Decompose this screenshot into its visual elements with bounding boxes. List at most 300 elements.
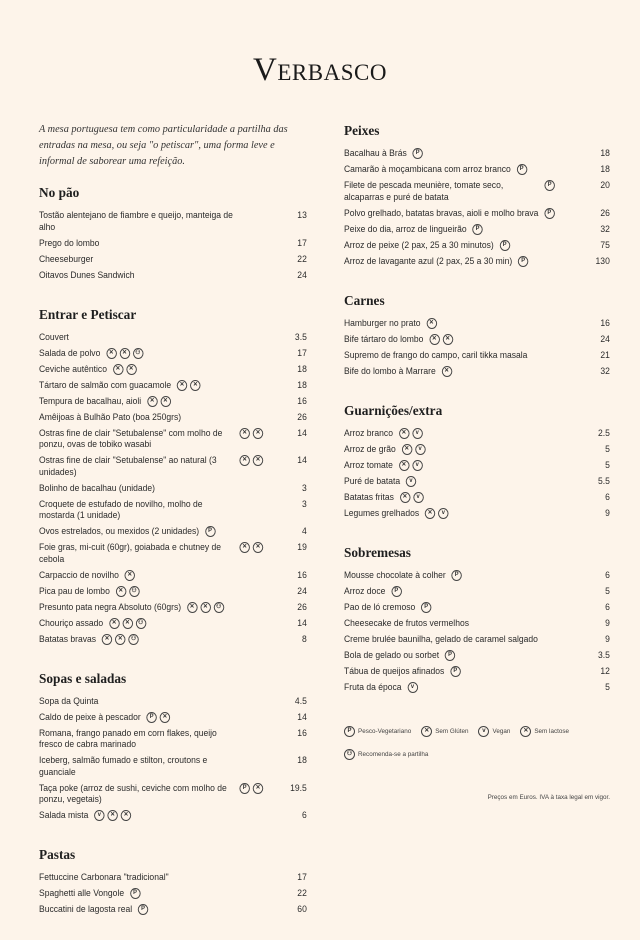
- legend-entry: [421, 726, 468, 737]
- pesco-icon: P: [518, 256, 528, 267]
- pesco-icon: P: [239, 783, 249, 794]
- menu-item-name: [39, 618, 278, 630]
- menu-item-label: Fettuccine Carbonara "tradicional": [39, 872, 169, 882]
- menu-item-price: 32: [600, 365, 610, 376]
- menu-item: [344, 146, 610, 162]
- gluten-icon: ✕: [429, 334, 439, 345]
- vegan-icon: v: [94, 810, 104, 821]
- vegan-icon: v: [412, 428, 422, 439]
- menu-item: [39, 410, 307, 426]
- dietary-icons: [391, 586, 401, 597]
- menu-item-price: 17: [297, 237, 307, 248]
- vegan-icon: v: [412, 460, 422, 471]
- menu-item-label: Couvert: [39, 331, 69, 342]
- lactose-icon: ✕: [122, 618, 132, 629]
- menu-item-label: Foie gras, mi-cuit (60gr), goiabada e chutney de cebola: [39, 542, 222, 564]
- gluten-icon: ✕: [253, 783, 263, 794]
- pesco-icon: P: [544, 180, 554, 191]
- menu-item: [39, 902, 307, 918]
- dietary-icons: [94, 810, 131, 821]
- menu-item-price: 4: [302, 526, 307, 536]
- menu-item-name: [344, 570, 581, 582]
- left-column: [39, 122, 307, 940]
- menu-item: [344, 316, 610, 332]
- lactose-icon: ✕: [160, 396, 170, 407]
- gluten-icon: ✕: [400, 492, 410, 503]
- menu-item: [39, 584, 307, 600]
- lactose-icon: ✕: [253, 428, 263, 439]
- menu-item: [344, 474, 610, 490]
- gluten-icon: ✕: [239, 542, 249, 553]
- legend-entry: [344, 726, 411, 737]
- legend-entry: [478, 726, 510, 737]
- menu-item-price: 5: [605, 459, 610, 470]
- share-icon: ⚇: [129, 586, 139, 597]
- menu-item: [39, 268, 307, 284]
- lactose-icon: ✕: [200, 602, 210, 613]
- share-icon: ⚇: [133, 348, 143, 359]
- dietary-icons: [187, 602, 224, 613]
- dietary-icons: [125, 570, 135, 581]
- menu-item-label: Legumes grelhados: [344, 507, 420, 518]
- menu-item-price: 26: [297, 411, 307, 422]
- dietary-icons: [518, 256, 528, 267]
- menu-item-name: [39, 542, 278, 565]
- section-title: Pastas: [39, 847, 76, 862]
- menu-item-price: 18: [297, 363, 307, 374]
- menu-item: [39, 694, 307, 710]
- dietary-icons: [146, 712, 170, 723]
- menu-item: [39, 236, 307, 252]
- dietary-icons: [429, 334, 453, 345]
- menu-item-name: [39, 428, 278, 451]
- gluten-icon: ✕: [116, 586, 126, 597]
- menu-item-label: Supremo de frango do campo, caril tikka masala: [344, 349, 528, 360]
- menu-item-name: [39, 238, 278, 250]
- menu-item-label: Ceviche autêntico: [39, 363, 107, 374]
- menu-item-name: [344, 602, 581, 614]
- menu-section: [39, 184, 307, 284]
- dietary-icons: [450, 666, 460, 677]
- menu-item-price: 3.5: [294, 331, 307, 342]
- menu-item-label: Romana, frango panado em corn flakes, queijo fresco de cabra marinado: [39, 727, 217, 749]
- legend-row: [344, 749, 610, 760]
- menu-item: [39, 886, 307, 902]
- menu-item: [39, 600, 307, 616]
- menu-item: [344, 600, 610, 616]
- menu-item-name: [344, 240, 581, 252]
- menu-item-label: Fruta da época: [344, 681, 402, 692]
- lactose-icon: ✕: [520, 726, 531, 737]
- menu-item-price: 3: [302, 498, 307, 509]
- menu-item-label: Caldo de peixe à pescador: [39, 711, 141, 722]
- menu-item: [39, 616, 307, 632]
- menu-item-label: Cheeseburger: [39, 253, 94, 264]
- gluten-icon: ✕: [399, 428, 409, 439]
- right-column: [344, 122, 610, 772]
- menu-item-label: Arroz branco: [344, 427, 393, 438]
- menu-item-name: [39, 210, 278, 233]
- pesco-icon: P: [544, 208, 554, 219]
- pesco-icon: P: [130, 888, 140, 899]
- menu-section: [344, 544, 610, 696]
- gluten-icon: ✕: [107, 810, 117, 821]
- menu-item-label: Ostras fine de clair "Setubalense" com molho de ponzu, ovas de tobiko wasabi: [39, 427, 223, 449]
- menu-item-price: 24: [297, 585, 307, 596]
- menu-item-name: [39, 872, 278, 884]
- menu-item-name: [39, 755, 278, 778]
- menu-item-name: [39, 904, 278, 916]
- menu-item-name: [344, 618, 581, 630]
- menu-item-price: 5.5: [597, 475, 610, 486]
- menu-item-price: 4.5: [294, 695, 307, 706]
- dietary-icons: [407, 682, 417, 693]
- dietary-icons: [177, 380, 201, 391]
- menu-item-label: Oitavos Dunes Sandwich: [39, 269, 135, 280]
- vegan-icon: v: [406, 476, 416, 487]
- menu-item: [344, 632, 610, 648]
- menu-item: [39, 870, 307, 886]
- menu-item-name: [39, 570, 278, 582]
- vegan-icon: v: [438, 508, 448, 519]
- menu-item-name: [344, 334, 581, 346]
- dietary-icons: [239, 542, 263, 553]
- menu-item-price: 9: [605, 633, 610, 644]
- menu-section: [344, 402, 610, 522]
- gluten-icon: ✕: [239, 428, 249, 439]
- menu-item-label: Sopa da Quinta: [39, 695, 99, 706]
- menu-item: [344, 238, 610, 254]
- menu-section: [344, 292, 610, 380]
- legend-label: Sem lactose: [534, 727, 569, 735]
- menu-item: [344, 664, 610, 680]
- menu-item-name: [344, 682, 581, 694]
- menu-item-price: 3: [302, 482, 307, 493]
- dietary-icons: [445, 650, 455, 661]
- menu-item-price: 16: [600, 317, 610, 328]
- menu-item-label: Tábua de queijos afinados: [344, 665, 445, 676]
- legend-label: Recomenda-se a partilha: [358, 750, 429, 758]
- menu-item: [344, 648, 610, 664]
- dietary-icons: [412, 148, 422, 159]
- menu-item-price: 24: [600, 333, 610, 344]
- dietary-icons: [113, 364, 137, 375]
- menu-item-price: 9: [605, 617, 610, 628]
- menu-item-name: [344, 180, 581, 203]
- legend-label: Vegan: [492, 727, 511, 735]
- menu-item-label: Hamburger no prato: [344, 317, 421, 328]
- menu-item-label: Peixe do dia, arroz de lingueirão: [344, 223, 467, 234]
- menu-item-name: [344, 650, 581, 662]
- gluten-icon: ✕: [421, 726, 432, 737]
- menu-item-name: [39, 888, 278, 900]
- price-footnote: Preços em Euros. IVA à taxa legal em vigor.: [487, 794, 610, 801]
- menu-item-label: Bife tártaro do lombo: [344, 333, 424, 344]
- menu-item-label: Arroz tomate: [344, 459, 393, 470]
- menu-item-price: 18: [600, 164, 610, 174]
- section-title: No pão: [39, 185, 80, 200]
- menu-item-name: [39, 602, 278, 614]
- menu-item-price: 17: [297, 347, 307, 358]
- section-title: Sopas e saladas: [39, 670, 127, 686]
- menu-item-price: 12: [600, 665, 610, 676]
- menu-item-name: [344, 224, 581, 236]
- menu-item-name: [344, 444, 581, 456]
- menu-item-name: [39, 483, 278, 495]
- gluten-icon: ✕: [425, 508, 435, 519]
- pesco-icon: P: [412, 148, 422, 159]
- menu-item-price: 14: [297, 711, 307, 722]
- menu-item: [39, 481, 307, 497]
- gluten-icon: ✕: [426, 318, 436, 329]
- menu-item-price: 6: [605, 601, 610, 612]
- menu-item-name: [344, 366, 581, 378]
- menu-item: [39, 568, 307, 584]
- dietary-icons: [544, 208, 554, 219]
- menu-item: [39, 710, 307, 726]
- pesco-icon: P: [450, 666, 460, 677]
- menu-item-price: 16: [297, 569, 307, 580]
- pesco-icon: P: [391, 586, 401, 597]
- menu-item: [39, 362, 307, 378]
- menu-item-label: Pica pau de lombo: [39, 585, 110, 596]
- menu-item: [344, 490, 610, 506]
- section-title: Sobremesas: [344, 544, 411, 560]
- legend-entry: [520, 726, 569, 737]
- menu-item-label: Prego do lombo: [39, 237, 100, 248]
- menu-item: [39, 753, 307, 781]
- menu-section: [39, 670, 307, 825]
- dietary-legend: [344, 726, 610, 760]
- menu-item-price: 8: [302, 633, 307, 644]
- menu-item-name: [39, 412, 278, 424]
- dietary-icons: [400, 492, 424, 503]
- dietary-icons: [425, 508, 449, 519]
- menu-item-name: [39, 332, 278, 344]
- dietary-icons: [406, 476, 416, 487]
- menu-item: [39, 453, 307, 481]
- gluten-icon: ✕: [106, 348, 116, 359]
- share-icon: ⚇: [344, 749, 355, 760]
- menu-item-name: [39, 270, 278, 282]
- gluten-icon: ✕: [187, 602, 197, 613]
- menu-item: [39, 524, 307, 540]
- menu-item-label: Tempura de bacalhau, aioli: [39, 395, 142, 406]
- menu-item-label: Filete de pescada meunière, tomate seco, alcaparras e puré de batata: [344, 180, 504, 202]
- menu-item-label: Taça poke (arroz de sushi, ceviche com molho de ponzu, vegetais): [39, 782, 227, 804]
- right-menu-sections: [344, 122, 610, 696]
- lactose-icon: ✕: [115, 634, 125, 645]
- menu-item-name: [39, 499, 278, 522]
- section-title: Peixes: [344, 123, 380, 138]
- menu-item: [39, 632, 307, 648]
- gluten-icon: ✕: [399, 460, 409, 471]
- gluten-icon: ✕: [160, 712, 170, 723]
- menu-item-name: [39, 348, 278, 360]
- menu-item-name: [344, 634, 581, 646]
- section-title: Carnes: [344, 292, 385, 308]
- menu-item: [39, 497, 307, 525]
- menu-item: [344, 568, 610, 584]
- gluten-icon: ✕: [402, 444, 412, 455]
- menu-item-label: Spaghetti alle Vongole: [39, 888, 125, 898]
- intro-text: A mesa portuguesa tem como particularidade a partilha das entradas na mesa, ou seja "o petiscar", uma forma leve e informal de saborear uma refeição.: [39, 124, 288, 167]
- dietary-icons: [544, 180, 554, 191]
- menu-item-name: [344, 318, 581, 330]
- menu-item-price: 18: [297, 379, 307, 390]
- menu-item: [344, 222, 610, 238]
- menu-item: [39, 726, 307, 754]
- menu-item-name: [39, 810, 278, 822]
- dietary-icons: [499, 240, 509, 251]
- menu-item-price: 19.5: [290, 782, 307, 793]
- menu-item-name: [39, 364, 278, 376]
- menu-item-price: 13: [297, 210, 307, 220]
- menu-item-label: Batatas fritas: [344, 491, 394, 502]
- menu-item-name: [39, 455, 278, 478]
- gluten-icon: ✕: [109, 618, 119, 629]
- lactose-icon: ✕: [442, 334, 452, 345]
- menu-item-price: 21: [600, 349, 610, 360]
- menu-item: [344, 426, 610, 442]
- menu-item-name: [344, 256, 581, 268]
- menu-item-name: [39, 783, 278, 806]
- menu-item-label: Pao de ló cremoso: [344, 601, 416, 612]
- menu-item-price: 14: [297, 427, 307, 438]
- menu-item-label: Batatas bravas: [39, 633, 97, 644]
- menu-item-label: Iceberg, salmão fumado e stilton, croutons e guanciale: [39, 755, 208, 777]
- menu-item-price: 16: [297, 395, 307, 406]
- lactose-icon: ✕: [190, 380, 200, 391]
- menu-item-label: Polvo grelhado, batatas bravas, aioli e molho brava: [344, 207, 539, 218]
- lactose-icon: ✕: [126, 364, 136, 375]
- menu-item-name: [344, 476, 581, 488]
- gluten-icon: ✕: [239, 455, 249, 466]
- menu-item-name: [39, 712, 278, 724]
- lactose-icon: ✕: [253, 542, 263, 553]
- gluten-icon: ✕: [102, 634, 112, 645]
- menu-item-price: 16: [297, 727, 307, 738]
- legend-label: Pesco-Vegetariano: [358, 727, 412, 735]
- menu-item: [344, 178, 610, 206]
- share-icon: ⚇: [128, 634, 138, 645]
- menu-item: [344, 332, 610, 348]
- menu-item: [39, 378, 307, 394]
- menu-item-price: 60: [297, 904, 307, 914]
- menu-item-name: [344, 666, 581, 678]
- pesco-icon: P: [516, 164, 526, 175]
- menu-item-price: 17: [297, 872, 307, 882]
- pesco-icon: P: [499, 240, 509, 251]
- menu-item-price: 26: [297, 601, 307, 612]
- brand-logo: Verbasco: [253, 52, 387, 88]
- menu-item-name: [344, 148, 581, 160]
- share-icon: ⚇: [135, 618, 145, 629]
- menu-item-label: Amêijoas à Bulhão Pato (boa 250grs): [39, 411, 182, 422]
- menu-item-name: [39, 634, 278, 646]
- menu-item-name: [344, 508, 581, 520]
- menu-item-label: Bife do lombo à Marrare: [344, 365, 436, 376]
- menu-item-price: 14: [297, 455, 307, 465]
- vegan-icon: v: [478, 726, 489, 737]
- menu-item-name: [39, 380, 278, 392]
- gluten-icon: ✕: [147, 396, 157, 407]
- menu-item: [344, 616, 610, 632]
- menu-item-price: 24: [297, 269, 307, 280]
- share-icon: ⚇: [213, 602, 223, 613]
- menu-item: [344, 680, 610, 696]
- dietary-icons: [239, 428, 263, 439]
- menu-item-label: Tártaro de salmão com guacamole: [39, 379, 172, 390]
- menu-item: [39, 208, 307, 236]
- menu-item-label: Creme brulée baunilha, gelado de caramel salgado: [344, 633, 538, 644]
- menu-item-price: 5: [605, 443, 610, 454]
- menu-item-name: [39, 696, 278, 708]
- menu-item: [39, 781, 307, 809]
- menu-item-label: Buccatini de lagosta real: [39, 904, 133, 914]
- menu-item-label: Arroz de lavagante azul (2 pax, 25 a 30 min): [344, 255, 513, 266]
- dietary-icons: [239, 783, 263, 794]
- menu-item-price: 18: [600, 148, 610, 158]
- pesco-icon: P: [138, 904, 148, 915]
- menu-item: [344, 162, 610, 178]
- dietary-icons: [106, 348, 143, 359]
- dietary-icons: [116, 586, 140, 597]
- menu-item-label: Ostras fine de clair "Setubalense" ao natural (3 unidades): [39, 455, 217, 477]
- dietary-icons: [138, 904, 148, 915]
- vegan-icon: v: [415, 444, 425, 455]
- menu-item-label: Ovos estrelados, ou mexidos (2 unidades): [39, 526, 200, 536]
- menu-item-label: Cheesecake de frutos vermelhos: [344, 617, 469, 628]
- menu-item: [344, 506, 610, 522]
- dietary-icons: [421, 602, 431, 613]
- legend-entry: [344, 749, 428, 760]
- menu-item-name: [344, 586, 581, 598]
- menu-item-label: Puré de batata: [344, 475, 401, 486]
- dietary-icons: [102, 634, 139, 645]
- menu-item: [344, 254, 610, 270]
- vegan-icon: v: [413, 492, 423, 503]
- lactose-icon: ✕: [121, 810, 131, 821]
- section-title: Guarnições/extra: [344, 402, 443, 418]
- dietary-icons: [205, 526, 215, 537]
- dietary-icons: [516, 164, 526, 175]
- menu-item-label: Arroz doce: [344, 585, 386, 596]
- menu-item-label: Carpaccio de novilho: [39, 569, 119, 580]
- menu-item-name: [344, 164, 581, 176]
- menu-item: [344, 584, 610, 600]
- menu-item-price: 5: [605, 585, 610, 596]
- legend-label: Sem Glúten: [435, 727, 469, 735]
- gluten-icon: ✕: [441, 366, 451, 377]
- vegan-icon: v: [407, 682, 417, 693]
- menu-item-price: 18: [297, 755, 307, 765]
- dietary-icons: [109, 618, 146, 629]
- menu-item: [39, 330, 307, 346]
- menu-item-price: 26: [600, 207, 610, 218]
- dietary-icons: [130, 888, 140, 899]
- menu-item-label: Tostão alentejano de fiambre e queijo, manteiga de alho: [39, 210, 233, 232]
- gluten-icon: ✕: [113, 364, 123, 375]
- menu-item-label: Bacalhau à Brás: [344, 148, 407, 158]
- menu-section: [344, 122, 610, 270]
- menu-item-name: [344, 350, 581, 362]
- menu-item-name: [344, 428, 581, 440]
- pesco-icon: P: [421, 602, 431, 613]
- menu-item-label: Bola de gelado ou sorbet: [344, 649, 440, 660]
- menu-item-name: [344, 492, 581, 504]
- menu-section: [39, 306, 307, 648]
